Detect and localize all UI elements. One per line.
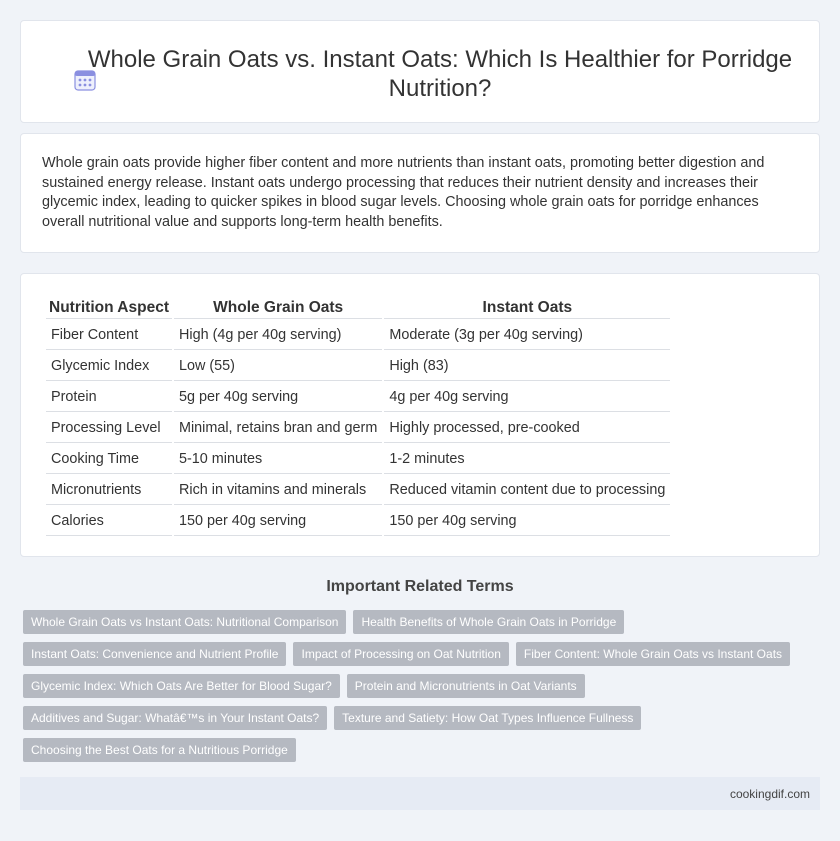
cell-instant: 150 per 40g serving [384,507,670,536]
cell-instant: High (83) [384,352,670,381]
related-term-tag[interactable]: Additives and Sugar: Whatâ€™s in Your Instant Oats? [23,706,327,730]
cell-whole-grain: 5g per 40g serving [174,383,382,412]
intro-paragraph: Whole grain oats provide higher fiber content and more nutrients than instant oats, promoting better digestion and sustained energy release. Instant oats undergo processing that reduces their nutrient density and increases their glycemic index, leading to quicker spikes in blood sugar levels. Choosing whole grain oats for porridge enhances overall nutritional value and supports long-term health benefits. [42,155,765,230]
tag-row [23,738,803,762]
cell-instant: 4g per 40g serving [384,383,670,412]
related-term-tag[interactable]: Health Benefits of Whole Grain Oats in Porridge [353,610,624,634]
cell-aspect: Glycemic Index [46,352,172,381]
header-nutrition-aspect: Nutrition Aspect [46,297,172,319]
cell-instant: Moderate (3g per 40g serving) [384,321,670,350]
footer [20,777,820,810]
table-row [46,321,670,350]
table-row [46,352,670,381]
cell-aspect: Cooking Time [46,445,172,474]
table-header-row [46,297,670,319]
related-term-tag[interactable]: Texture and Satiety: How Oat Types Influence Fullness [334,706,641,730]
table-row [46,476,670,505]
header-instant-oats: Instant Oats [384,297,670,319]
related-term-tag[interactable]: Protein and Micronutrients in Oat Variants [347,674,585,698]
cell-whole-grain: 5-10 minutes [174,445,382,474]
cell-instant: Highly processed, pre-cooked [384,414,670,443]
related-term-tag[interactable]: Whole Grain Oats vs Instant Oats: Nutritional Comparison [23,610,346,634]
tag-row [23,642,803,666]
comparison-table [44,295,672,538]
footer-site-link[interactable]: cookingdif.com [729,787,810,801]
table-row [46,507,670,536]
table-row [46,445,670,474]
related-term-tag[interactable]: Glycemic Index: Which Oats Are Better for Blood Sugar? [23,674,340,698]
cell-whole-grain: High (4g per 40g serving) [174,321,382,350]
related-terms-list [23,610,803,770]
tag-row [23,706,803,730]
cell-whole-grain: Rich in vitamins and minerals [174,476,382,505]
cell-aspect: Fiber Content [46,321,172,350]
cell-aspect: Calories [46,507,172,536]
table-row [46,414,670,443]
tag-row [23,610,803,634]
cell-aspect: Protein [46,383,172,412]
comparison-card [20,273,820,557]
table-row [46,383,670,412]
related-terms-heading: Important Related Terms [326,578,514,595]
tag-row [23,674,803,698]
page-title: Whole Grain Oats vs. Instant Oats: Which Is Healthier for Porridge Nutrition? [87,46,793,102]
cell-instant: 1-2 minutes [384,445,670,474]
intro-card [20,133,820,253]
header-whole-grain-oats: Whole Grain Oats [174,297,382,319]
cell-whole-grain: 150 per 40g serving [174,507,382,536]
related-term-tag[interactable]: Instant Oats: Convenience and Nutrient Profile [23,642,286,666]
related-term-tag[interactable]: Fiber Content: Whole Grain Oats vs Instant Oats [516,642,790,666]
related-term-tag[interactable]: Impact of Processing on Oat Nutrition [293,642,508,666]
cell-whole-grain: Minimal, retains bran and germ [174,414,382,443]
cell-instant: Reduced vitamin content due to processing [384,476,670,505]
cell-aspect: Processing Level [46,414,172,443]
cell-whole-grain: Low (55) [174,352,382,381]
related-term-tag[interactable]: Choosing the Best Oats for a Nutritious Porridge [23,738,296,762]
title-card [20,20,820,123]
cell-aspect: Micronutrients [46,476,172,505]
